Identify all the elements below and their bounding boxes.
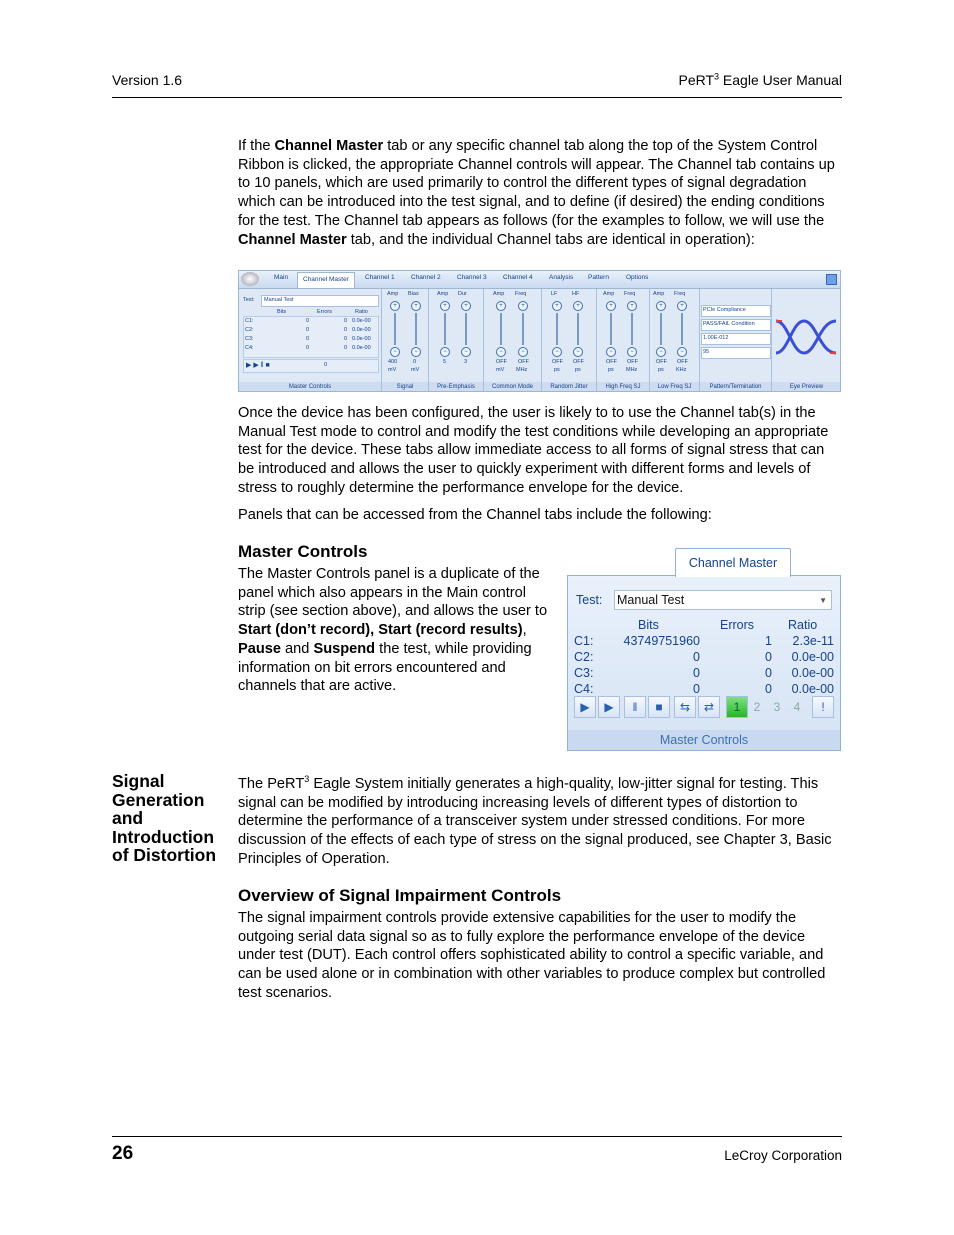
ribbon-row-errors: 0 <box>344 327 348 333</box>
signal-bias-value: 0 <box>413 359 417 365</box>
play-icon: ▶ <box>580 700 590 714</box>
lf-freq-unit: KHz <box>676 367 687 373</box>
lf-amp-unit: ps <box>658 367 664 373</box>
ribbon-panel-label: Master Controls <box>239 382 381 392</box>
ribbon-row-ratio: 0.0e-00 <box>352 318 371 324</box>
channel-1-toggle[interactable]: 1 <box>726 696 748 718</box>
ribbon-row-ch: C4: <box>245 345 254 351</box>
col-bits: Bits <box>638 618 659 632</box>
plus-icon[interactable]: + <box>573 301 583 311</box>
row-errors: 1 <box>765 634 772 648</box>
resync-icon: ⇄ <box>703 700 715 714</box>
ribbon-row-bits: 0 <box>306 318 310 324</box>
row-ratio: 0.0e-00 <box>791 682 834 696</box>
plus-icon[interactable]: + <box>440 301 450 311</box>
minus-icon[interactable]: − <box>552 347 562 357</box>
plus-icon[interactable]: + <box>627 301 637 311</box>
signal-bias-slider[interactable] <box>415 313 417 345</box>
pause-button[interactable] <box>624 696 646 718</box>
hf-freq-slider[interactable] <box>631 313 633 345</box>
master-controls-screenshot <box>567 546 842 752</box>
ribbon-panel-label: High Freq SJ <box>597 382 649 392</box>
ribbon-col-ratio: Ratio <box>355 309 368 315</box>
cm-freq-unit: MHz <box>516 367 528 373</box>
rj-lf-slider[interactable] <box>556 313 558 345</box>
play-record-icon: ▶ <box>604 700 614 714</box>
ribbon-panel-label: Common Mode <box>484 382 541 392</box>
ribbon-panel-eye-preview <box>772 289 841 392</box>
plus-icon[interactable]: + <box>461 301 471 311</box>
row-bits: 0 <box>693 682 700 696</box>
help-icon[interactable] <box>826 274 837 285</box>
col-ratio: Ratio <box>788 618 818 632</box>
ber-threshold-input[interactable] <box>701 333 771 345</box>
lf-freq-value: OFF <box>677 359 688 365</box>
ribbon-row-bits: 0 <box>306 345 310 351</box>
info-icon: ! <box>821 700 825 714</box>
channel-ribbon-screenshot <box>238 270 841 392</box>
lf-amp-slider[interactable] <box>660 313 662 345</box>
cm-amp-unit: mV <box>496 367 505 373</box>
row-ratio: 0.0e-00 <box>791 650 834 664</box>
start-no-record-button[interactable] <box>574 696 596 718</box>
cm-amp-slider[interactable] <box>500 313 502 345</box>
cm-freq-label: Freq <box>515 291 527 297</box>
pre-dur-label: Dur <box>458 291 467 297</box>
row-bits: 43749751960 <box>623 634 700 648</box>
master-controls-heading: Master Controls <box>238 542 368 561</box>
header-title: PeRT$^3$ Eagle User Manual <box>678 71 842 88</box>
signal-amp-value: 400 <box>388 359 398 365</box>
ribbon-panel-high-freq-sj <box>597 289 650 392</box>
ribbon-panel-label: Random Jitter <box>542 382 596 392</box>
test-label: Test: <box>576 593 603 607</box>
cm-freq-value: OFF <box>518 359 529 365</box>
lf-freq-slider[interactable] <box>681 313 683 345</box>
hf-freq-value: OFF <box>627 359 638 365</box>
ribbon-tab-main[interactable]: Main <box>274 274 289 281</box>
ribbon-row-ch: C3: <box>245 336 254 342</box>
rj-hf-value: OFF <box>573 359 584 365</box>
row-errors: 0 <box>765 650 772 664</box>
hf-amp-slider[interactable] <box>610 313 612 345</box>
overview-paragraph: The signal impairment controls provide extensive capabilities for the user to modify the outgoing serial data signal so as to fully explore the performance envelope of the device under test (DUT). Each control offers sophisticated ability to control a specific variable, and can be used alone or in combination with other variables to produce complex but controlled test scenarios. <box>238 910 826 1001</box>
rj-lf-unit: ps <box>554 367 560 373</box>
panels-intro-paragraph: Panels that can be accessed from the Channel tabs include the following: <box>238 507 712 523</box>
signal-generation-paragraph: The PeRT$^3$ Eagle System initially generates a high-quality, low-jitter signal for testing. This signal can be modified by introducing increasing levels of different types of distortion to determine the performance of a transceiver system under stressed conditions. For more discussion of the effects of each type of stress on the signal produced, see Chapter 3, Basic Principles of Operation. <box>238 774 832 867</box>
tab-channel-master[interactable]: Channel Master <box>675 548 791 577</box>
ribbon-row-bits: 0 <box>306 327 310 333</box>
play-icon[interactable]: ▶ ▶ ‖ ■ <box>246 362 270 369</box>
plus-icon[interactable]: + <box>518 301 528 311</box>
header-version: Version 1.6 <box>112 72 183 88</box>
signal-amp-label: Amp <box>387 291 399 297</box>
ribbon-row-ratio: 0.0e-00 <box>352 327 371 333</box>
chevron-down-icon[interactable]: ▼ <box>819 596 827 605</box>
minus-icon[interactable]: − <box>440 347 450 357</box>
confidence-input[interactable] <box>701 347 771 359</box>
test-select-value: Manual Test <box>617 593 685 607</box>
ribbon-row-errors: 0 <box>344 345 348 351</box>
confidence-value: 95 <box>703 349 710 355</box>
minus-icon[interactable]: − <box>390 347 400 357</box>
row-ratio: 2.3e-11 <box>792 634 834 648</box>
ribbon-row-ratio: 0.0e-00 <box>352 336 371 342</box>
test-select[interactable] <box>614 590 832 610</box>
pre-amp-label: Amp <box>437 291 449 297</box>
plus-icon[interactable]: + <box>606 301 616 311</box>
overview-heading: Overview of Signal Impairment Controls <box>238 886 562 905</box>
hf-freq-label: Freq <box>624 291 636 297</box>
suspend-button[interactable] <box>648 696 670 718</box>
ribbon-panel-pre-emphasis <box>429 289 484 392</box>
ribbon-row-ch: C2: <box>245 327 254 333</box>
row-bits: 0 <box>693 666 700 680</box>
channel-3-toggle[interactable]: 3 <box>773 700 781 714</box>
pre-dur-slider[interactable] <box>465 313 467 345</box>
header-rule <box>112 97 842 98</box>
ber-threshold-value: 1.00E-012 <box>703 335 729 341</box>
channel-4-toggle[interactable]: 4 <box>793 700 801 714</box>
ribbon-control-buttons[interactable] <box>243 359 379 373</box>
pre-amp-slider[interactable] <box>444 313 446 345</box>
ribbon-tab-options[interactable]: Options <box>626 274 649 281</box>
ribbon-test-select[interactable] <box>261 295 379 307</box>
resync-button[interactable] <box>698 696 720 718</box>
ribbon-test-label: Test: <box>243 297 255 303</box>
footer-rule <box>112 1136 842 1137</box>
ribbon-channel-indicators[interactable]: 0 <box>324 362 328 368</box>
ribbon-col-bits: Bits <box>277 309 287 315</box>
hf-freq-unit: MHz <box>626 367 638 373</box>
row-errors: 0 <box>765 666 772 680</box>
master-controls-paragraph: The Master Controls panel is a duplicate of the panel which also appears in the Main control strip (see section above), and allows the user to Start (don’t record), Start (record results), Pause and Suspend the test, while providing information on bit errors encountered and channels that are active. <box>238 566 548 695</box>
signal-amp-unit: mV <box>388 367 397 373</box>
ribbon-tab-channel-1[interactable]: Channel 1 <box>365 274 395 281</box>
ribbon-row-errors: 0 <box>344 336 348 342</box>
info-button[interactable] <box>812 696 834 718</box>
ribbon-test-value: Manual Test <box>264 297 294 303</box>
ribbon-panel-low-freq-sj <box>650 289 700 392</box>
control-button-strip <box>574 696 836 720</box>
rj-hf-unit: ps <box>575 367 581 373</box>
row-errors: 0 <box>765 682 772 696</box>
lf-amp-label: Amp <box>653 291 665 297</box>
plus-icon[interactable]: + <box>656 301 666 311</box>
sync-icon: ⇆ <box>679 700 691 714</box>
col-errors: Errors <box>720 618 755 632</box>
row-channel: C3: <box>574 666 594 680</box>
pause-icon: ‖ <box>632 700 638 714</box>
ribbon-col-errors: Errors <box>317 309 332 315</box>
side-heading-signal-generation: Signal Generation and Introduction of Distortion <box>112 771 217 866</box>
channel-2-toggle[interactable]: 2 <box>753 700 761 714</box>
signal-bias-label: Bias <box>408 291 419 297</box>
minus-icon[interactable]: − <box>411 347 421 357</box>
start-record-button[interactable] <box>598 696 620 718</box>
row-ratio: 0.0e-00 <box>791 666 834 680</box>
pre-amp-value: 5 <box>443 359 447 365</box>
minus-icon[interactable]: − <box>656 347 666 357</box>
ribbon-panel-label: Low Freq SJ <box>650 382 699 392</box>
row-bits: 0 <box>693 650 700 664</box>
configuration-paragraph: Once the device has been configured, the user is likely to to use the Channel tab(s) in the Manual Test mode to control and modify the test conditions while developing an appropriate test for the device. These tabs allow immediate access to all forms of signal stress that can be introduced and allows the user to quickly experiment with different forms and levels of stress to roughly determine the performance envelope for the device. <box>238 405 829 496</box>
pattern-value: PCIe Compliance <box>703 307 746 313</box>
lf-freq-label: Freq <box>674 291 686 297</box>
ribbon-row-ratio: 0.0e-00 <box>352 345 371 351</box>
minus-icon[interactable]: − <box>573 347 583 357</box>
ribbon-row-ch: C1: <box>245 318 254 324</box>
rj-lf-label: LF <box>551 291 558 297</box>
page-number: 26 <box>112 1143 134 1164</box>
minus-icon[interactable]: − <box>606 347 616 357</box>
cm-freq-slider[interactable] <box>522 313 524 345</box>
condition-value: PASS/FAIL Condition <box>703 321 755 327</box>
ribbon-panel-label: Pre-Emphasis <box>429 382 483 392</box>
sync-button[interactable] <box>674 696 696 718</box>
ribbon-tab-channel-3[interactable]: Channel 3 <box>457 274 487 281</box>
footer-company: LeCroy Corporation <box>724 1148 842 1163</box>
rj-lf-value: OFF <box>552 359 563 365</box>
minus-icon[interactable]: − <box>677 347 687 357</box>
ribbon-tab-analysis[interactable]: Analysis <box>549 274 574 281</box>
ribbon-tab-channel-master[interactable]: Channel Master <box>297 272 355 288</box>
row-channel: C1: <box>574 634 594 648</box>
lf-amp-value: OFF <box>656 359 667 365</box>
intro-paragraph: If the Channel Master tab or any specific channel tab along the top of the System Control Ribbon is clicked, the appropriate Channel controls will appear. The Channel tab contains up to 10 panels, which are used primarily to control the different types of signal degradation which can be introduced into the test signal, and to define (if desired) the ending conditions for the test. The Channel tab appears as follows (for the examples to follow, we will use the Channel Master tab, and the individual Channel tabs are identical in operation): <box>238 138 835 248</box>
ribbon-panel-label: Signal <box>382 382 428 392</box>
app-logo-icon <box>241 272 259 286</box>
cm-amp-value: OFF <box>496 359 507 365</box>
cm-amp-label: Amp <box>493 291 505 297</box>
signal-bias-unit: mV <box>411 367 420 373</box>
ribbon-panel-common-mode <box>484 289 542 392</box>
ribbon-row-bits: 0 <box>306 336 310 342</box>
stats-table <box>574 618 834 696</box>
ribbon-tab-bar <box>239 271 840 289</box>
master-controls-panel <box>567 575 841 751</box>
hf-amp-label: Amp <box>603 291 615 297</box>
ribbon-tab-pattern[interactable]: Pattern <box>588 274 609 281</box>
row-channel: C2: <box>574 650 594 664</box>
ribbon-panel-signal <box>382 289 429 392</box>
eye-diagram-icon <box>774 305 838 369</box>
signal-amp-slider[interactable] <box>394 313 396 345</box>
ribbon-panel-master-controls <box>239 289 382 392</box>
minus-icon[interactable]: − <box>518 347 528 357</box>
row-channel: C4: <box>574 682 594 696</box>
ribbon-panel-label: Pattern/Termination <box>700 382 771 392</box>
ribbon-panel-pattern-termination <box>700 289 772 392</box>
condition-select[interactable] <box>701 319 771 331</box>
ribbon-tab-channel-4[interactable]: Channel 4 <box>503 274 533 281</box>
ribbon-row-errors: 0 <box>344 318 348 324</box>
hf-amp-value: OFF <box>606 359 617 365</box>
minus-icon[interactable]: − <box>461 347 471 357</box>
minus-icon[interactable]: − <box>627 347 637 357</box>
rj-hf-slider[interactable] <box>577 313 579 345</box>
minus-icon[interactable]: − <box>496 347 506 357</box>
stop-icon: ■ <box>655 700 663 714</box>
ribbon-panel-random-jitter <box>542 289 597 392</box>
pattern-select[interactable] <box>701 305 771 317</box>
ribbon-panel-label: Eye Preview <box>772 382 841 392</box>
plus-icon[interactable]: + <box>390 301 400 311</box>
rj-hf-label: HF <box>572 291 580 297</box>
pre-dur-value: 3 <box>464 359 468 365</box>
plus-icon[interactable]: + <box>677 301 687 311</box>
ribbon-stats-table <box>243 316 379 358</box>
hf-amp-unit: ps <box>608 367 614 373</box>
master-controls-footer: Master Controls <box>568 730 840 750</box>
plus-icon[interactable]: + <box>552 301 562 311</box>
plus-icon[interactable]: + <box>496 301 506 311</box>
plus-icon[interactable]: + <box>411 301 421 311</box>
ribbon-tab-channel-2[interactable]: Channel 2 <box>411 274 441 281</box>
